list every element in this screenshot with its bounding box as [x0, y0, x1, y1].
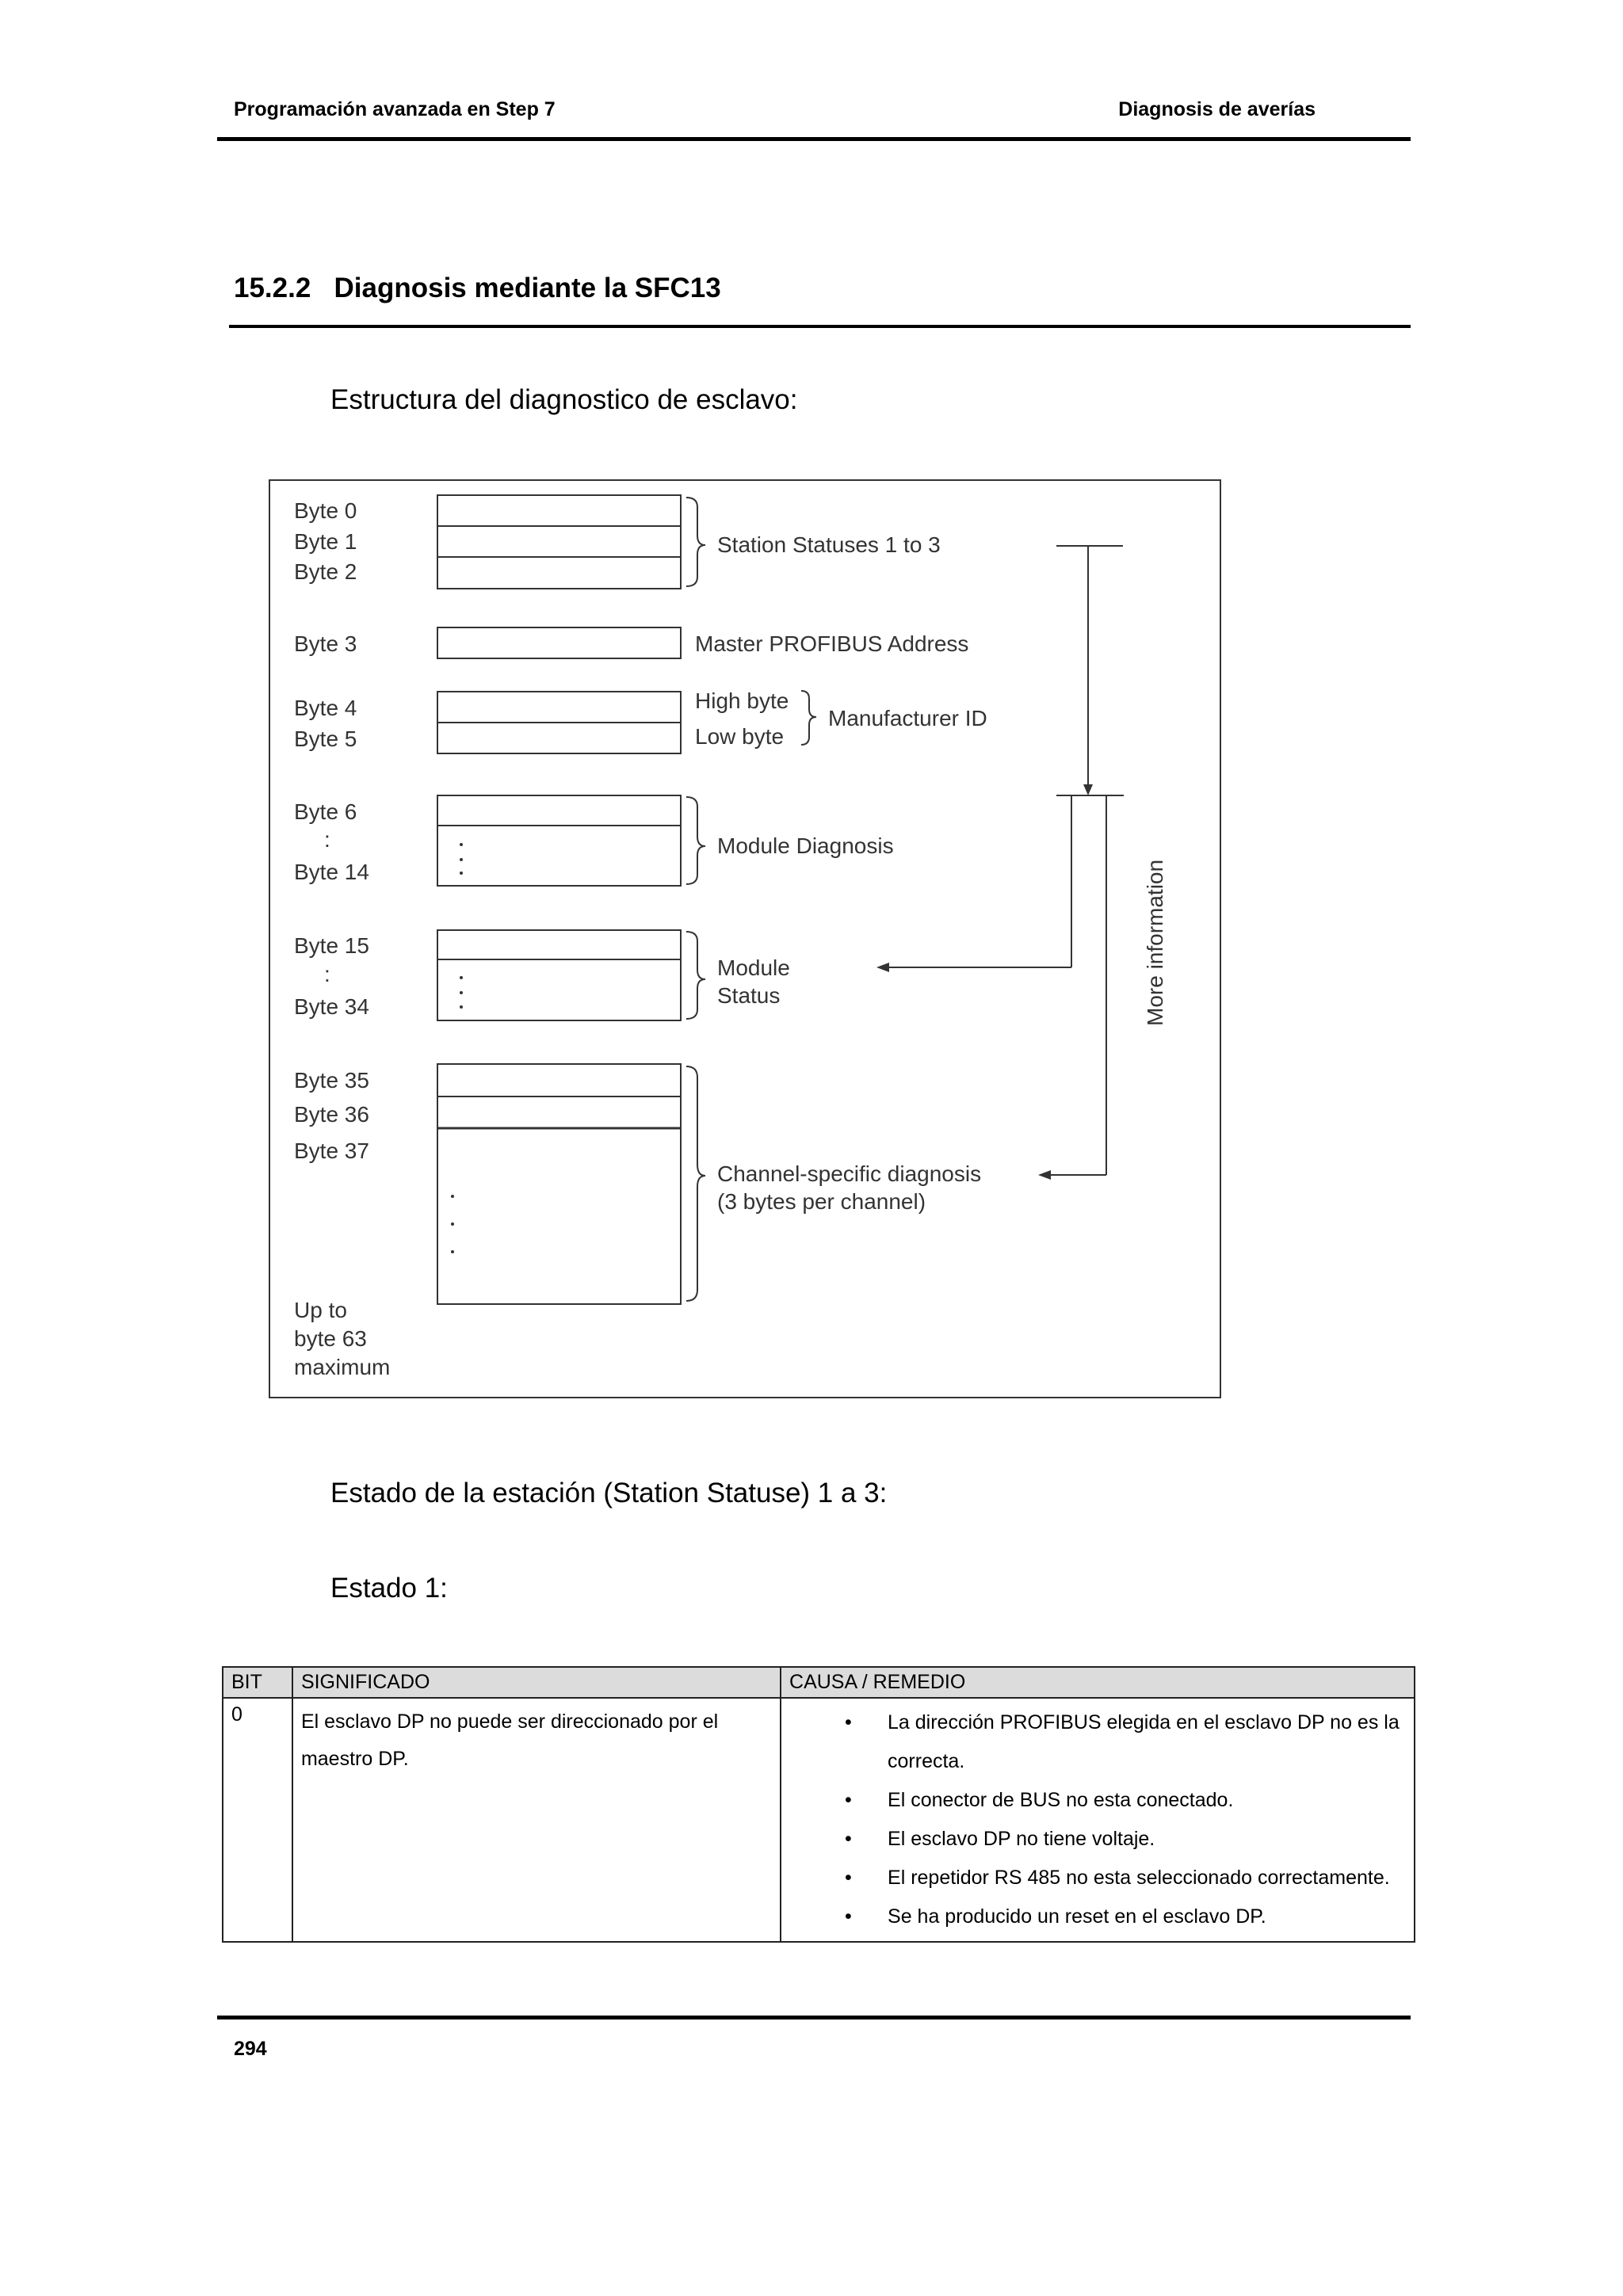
label-byte-1: Byte 1	[294, 529, 357, 554]
label-byte-15: Byte 15	[294, 933, 369, 958]
section-title-text: Diagnosis mediante la SFC13	[334, 273, 721, 303]
low-byte-label: Low byte	[695, 724, 785, 749]
cause-item: • El repetidor RS 485 no esta seleccionado correctamente.	[789, 1859, 1406, 1897]
module-status-label-1: Module	[717, 955, 790, 980]
manufacturer-id-label: Manufacturer ID	[828, 706, 987, 730]
label-byte-63: byte 63	[294, 1326, 367, 1351]
label-byte-14: Byte 14	[294, 860, 369, 884]
brace-station-status	[686, 498, 705, 586]
label-byte-6: Byte 6	[294, 799, 357, 824]
table-row	[223, 1698, 1415, 1942]
header-left: Programación avanzada en Step 7	[234, 98, 556, 120]
header-bit: BIT	[223, 1667, 292, 1698]
arrowhead-down	[1083, 784, 1093, 795]
page-number: 294	[234, 2038, 267, 2060]
label-byte-35: Byte 35	[294, 1068, 369, 1093]
box-module-status	[437, 930, 681, 1020]
label-byte-36: Byte 36	[294, 1102, 369, 1127]
brace-module-status	[686, 932, 705, 1019]
high-byte-label: High byte	[695, 688, 789, 713]
state-heading: Estado 1:	[330, 1573, 448, 1604]
label-byte-0: Byte 0	[294, 498, 357, 523]
header-right: Diagnosis de averías	[1118, 98, 1316, 120]
cause-item: • El conector de BUS no esta conectado.	[789, 1781, 1406, 1820]
module-diagnosis-label: Module Diagnosis	[717, 833, 894, 858]
box-master-address	[437, 627, 681, 658]
label-byte-37: Byte 37	[294, 1138, 369, 1163]
label-byte-3: Byte 3	[294, 631, 357, 656]
label-colon-1: :	[324, 827, 330, 852]
more-information-label: More information	[1143, 859, 1167, 1026]
cause-item: • La dirección PROFIBUS elegida en el esclavo DP no es la correcta.	[789, 1703, 1406, 1781]
label-byte-2: Byte 2	[294, 559, 357, 584]
cell-bit: 0	[223, 1698, 292, 1942]
arrowhead-module-status	[876, 963, 889, 972]
header-meaning: SIGNIFICADO	[292, 1667, 781, 1698]
label-colon-2: :	[324, 962, 330, 986]
station-statuses-label: Station Statuses 1 to 3	[717, 532, 941, 557]
label-byte-34: Byte 34	[294, 994, 369, 1019]
brace-module-diagnosis	[686, 797, 705, 884]
header-cause: CAUSA / REMEDIO	[781, 1667, 1415, 1698]
diagram-frame	[269, 480, 1220, 1398]
cell-causes	[781, 1698, 1415, 1942]
label-byte-4: Byte 4	[294, 696, 357, 720]
arrowhead-channel-diagnosis	[1038, 1170, 1051, 1180]
master-address-label: Master PROFIBUS Address	[695, 631, 969, 656]
cause-item: • Se ha producido un reset en el esclavo DP.	[789, 1897, 1406, 1936]
box-channel-diagnosis	[437, 1064, 681, 1304]
status-table	[222, 1666, 1415, 1943]
station-status-heading: Estado de la estación (Station Statuse) 1 a 3:	[330, 1478, 888, 1508]
cell-meaning: El esclavo DP no puede ser direccionado por el maestro DP.	[292, 1698, 781, 1942]
module-status-label-2: Status	[717, 983, 781, 1008]
channel-diag-label-2: (3 bytes per channel)	[717, 1189, 926, 1214]
table-header-row	[223, 1667, 1415, 1698]
footer-rule	[217, 2016, 1411, 2019]
channel-diag-label-1: Channel-specific diagnosis	[717, 1161, 982, 1186]
box-module-diagnosis	[437, 795, 681, 886]
label-up-to: Up to	[294, 1298, 347, 1322]
box-station-status	[437, 495, 681, 589]
section-number: 15.2.2	[234, 273, 311, 303]
brace-channel-diagnosis	[686, 1066, 705, 1301]
label-byte-5: Byte 5	[294, 727, 357, 751]
cause-list	[789, 1703, 1406, 1936]
intro-text: Estructura del diagnostico de esclavo:	[330, 384, 798, 415]
label-maximum: maximum	[294, 1355, 391, 1379]
cause-item: • El esclavo DP no tiene voltaje.	[789, 1820, 1406, 1859]
brace-manufacturer-id	[801, 691, 816, 745]
